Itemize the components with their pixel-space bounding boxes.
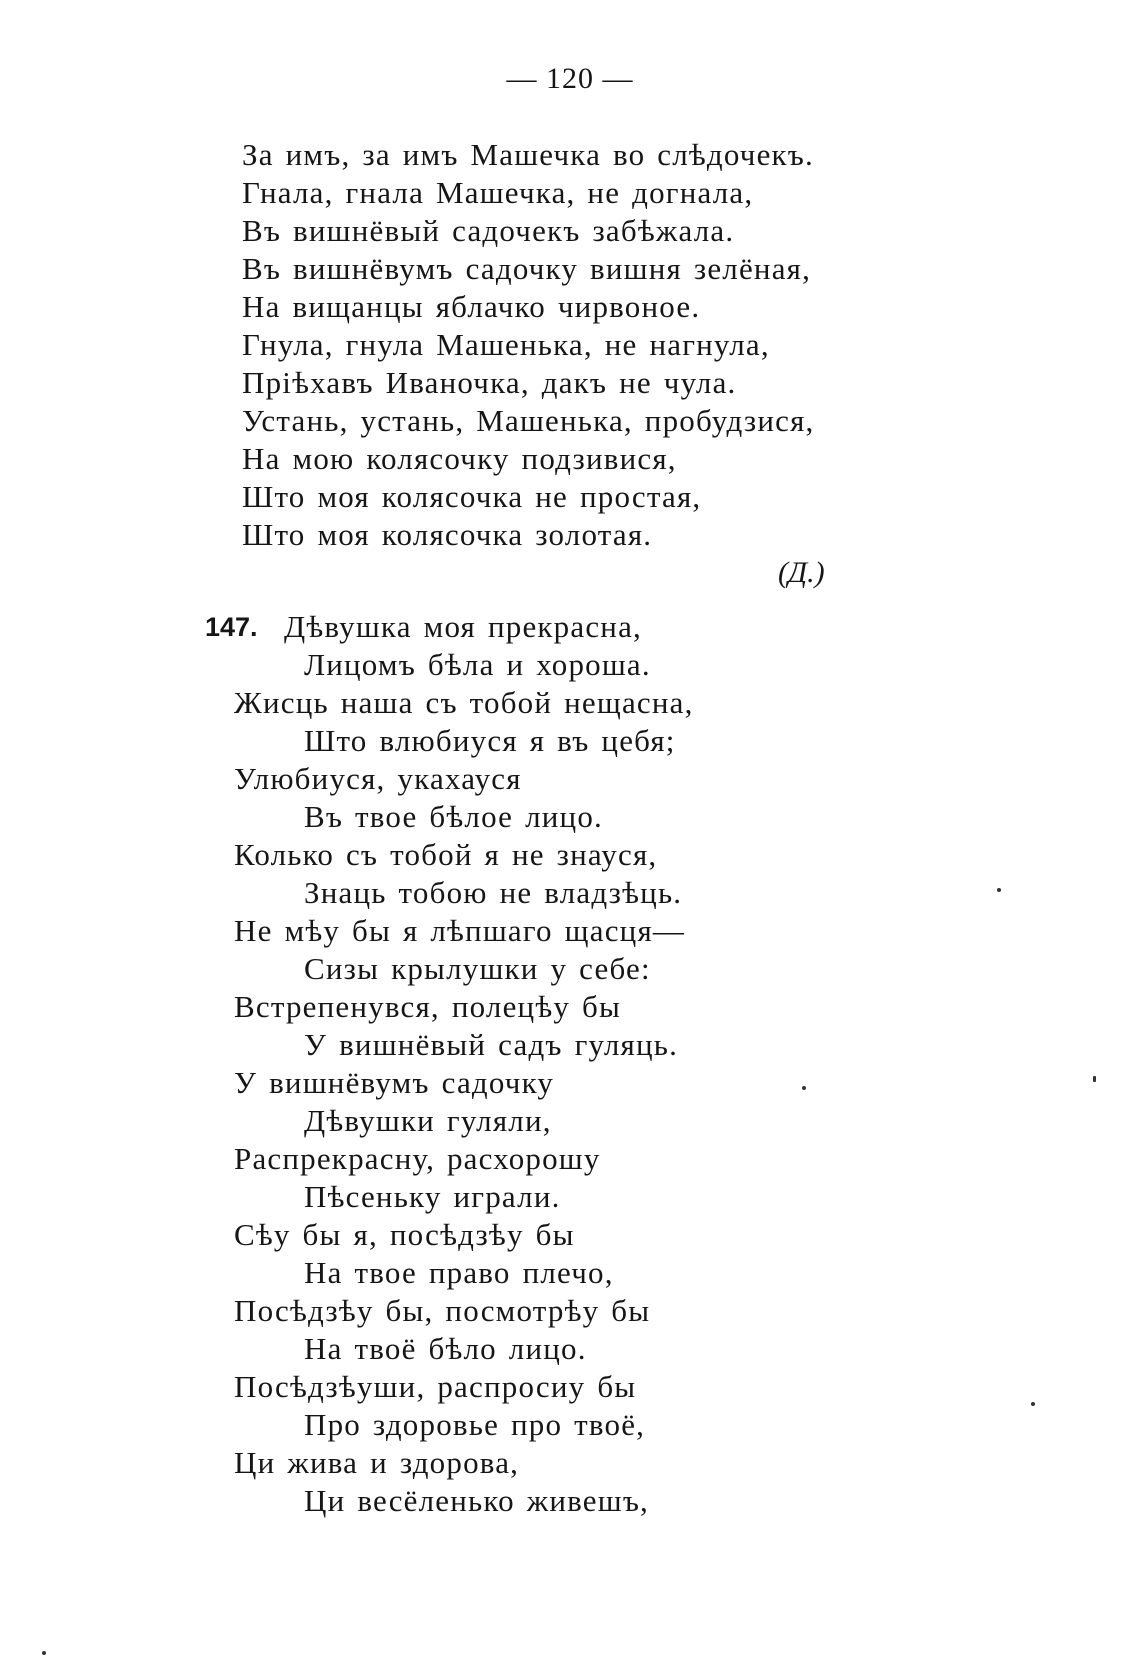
- verse-line: Гнула, гнула Машенька, не нагнула,: [242, 327, 770, 362]
- verse-line: Встрепенувся, полецѣу бы: [234, 989, 622, 1024]
- verse-line-indented: Пѣсеньку играли.: [304, 1179, 561, 1214]
- scan-speck: [42, 1651, 46, 1655]
- verse-line: На вищанцы яблачко чирвоное.: [242, 289, 701, 324]
- page-number: — 120 —: [506, 62, 634, 95]
- verse-line: Улюбиуся, укахауся: [234, 761, 522, 796]
- verse-line: Жисць наша съ тобой нещасна,: [234, 685, 694, 720]
- verse-line-indented: Ци весёленько живешъ,: [304, 1483, 649, 1518]
- verse-line: Устань, устань, Машенька, пробудзися,: [242, 403, 815, 438]
- verse-line-indented: Што влюбиуся я въ цебя;: [304, 723, 676, 758]
- verse-line: У вишнёвумъ садочку: [234, 1065, 555, 1100]
- verse-line-indented: Дѣвушки гуляли,: [304, 1103, 552, 1138]
- verse-line: Сѣу бы я, посѣдзѣу бы: [234, 1217, 575, 1252]
- verse-line: Не мѣу бы я лѣпшаго щасця—: [234, 913, 686, 948]
- verse-line-indented: Про здоровье про твоё,: [304, 1407, 646, 1442]
- verse-line: Што моя колясочка не простая,: [242, 479, 702, 514]
- verse-line-indented: Сизы крылушки у себе:: [304, 951, 651, 986]
- continued-stanza: [242, 136, 814, 554]
- verse-line: Пріѣхавъ Иваночка, дакъ не чула.: [242, 365, 737, 400]
- verse-line-indented: На твое право плечо,: [304, 1255, 614, 1290]
- poem-147: [234, 608, 694, 1520]
- verse-line: Посѣдзѣуши, распросиу бы: [234, 1369, 637, 1404]
- verse-line-indented: Знаць тобою не владзѣць.: [304, 875, 683, 910]
- verse-line: За имъ, за имъ Машечка во слѣдочекъ.: [242, 137, 814, 172]
- verse-line: Посѣдзѣу бы, посмотрѣу бы: [234, 1293, 651, 1328]
- scan-speck: [802, 1086, 806, 1090]
- scan-speck: [1031, 1402, 1035, 1406]
- verse-line: Гнала, гнала Машечка, не догнала,: [242, 175, 754, 210]
- verse-line-indented: У вишнёвый садъ гуляць.: [304, 1027, 679, 1062]
- scan-speck: [997, 888, 1001, 892]
- verse-line-indented: Въ твое бѣлое лицо.: [304, 799, 603, 834]
- verse-line: Въ вишнёвый садочекъ забѣжала.: [242, 213, 735, 248]
- verse-line: На мою колясочку подзивися,: [242, 441, 677, 476]
- source-mark: (Д.): [778, 556, 825, 589]
- verse-line: Дѣвушка моя прекрасна,: [284, 609, 642, 644]
- verse-line: Што моя колясочка золотая.: [242, 517, 653, 552]
- poem-number: 147.: [205, 612, 258, 642]
- verse-line-indented: Лицомъ бѣла и хороша.: [304, 647, 651, 682]
- verse-line: Распрекрасну, расхорошу: [234, 1141, 601, 1176]
- scan-speck: [1093, 1076, 1096, 1082]
- verse-line: Въ вишнёвумъ садочку вишня зелёная,: [242, 251, 812, 286]
- verse-line: Ци жива и здорова,: [234, 1445, 520, 1480]
- verse-line: Колько съ тобой я не знауся,: [234, 837, 658, 872]
- verse-line-indented: На твоё бѣло лицо.: [304, 1331, 587, 1366]
